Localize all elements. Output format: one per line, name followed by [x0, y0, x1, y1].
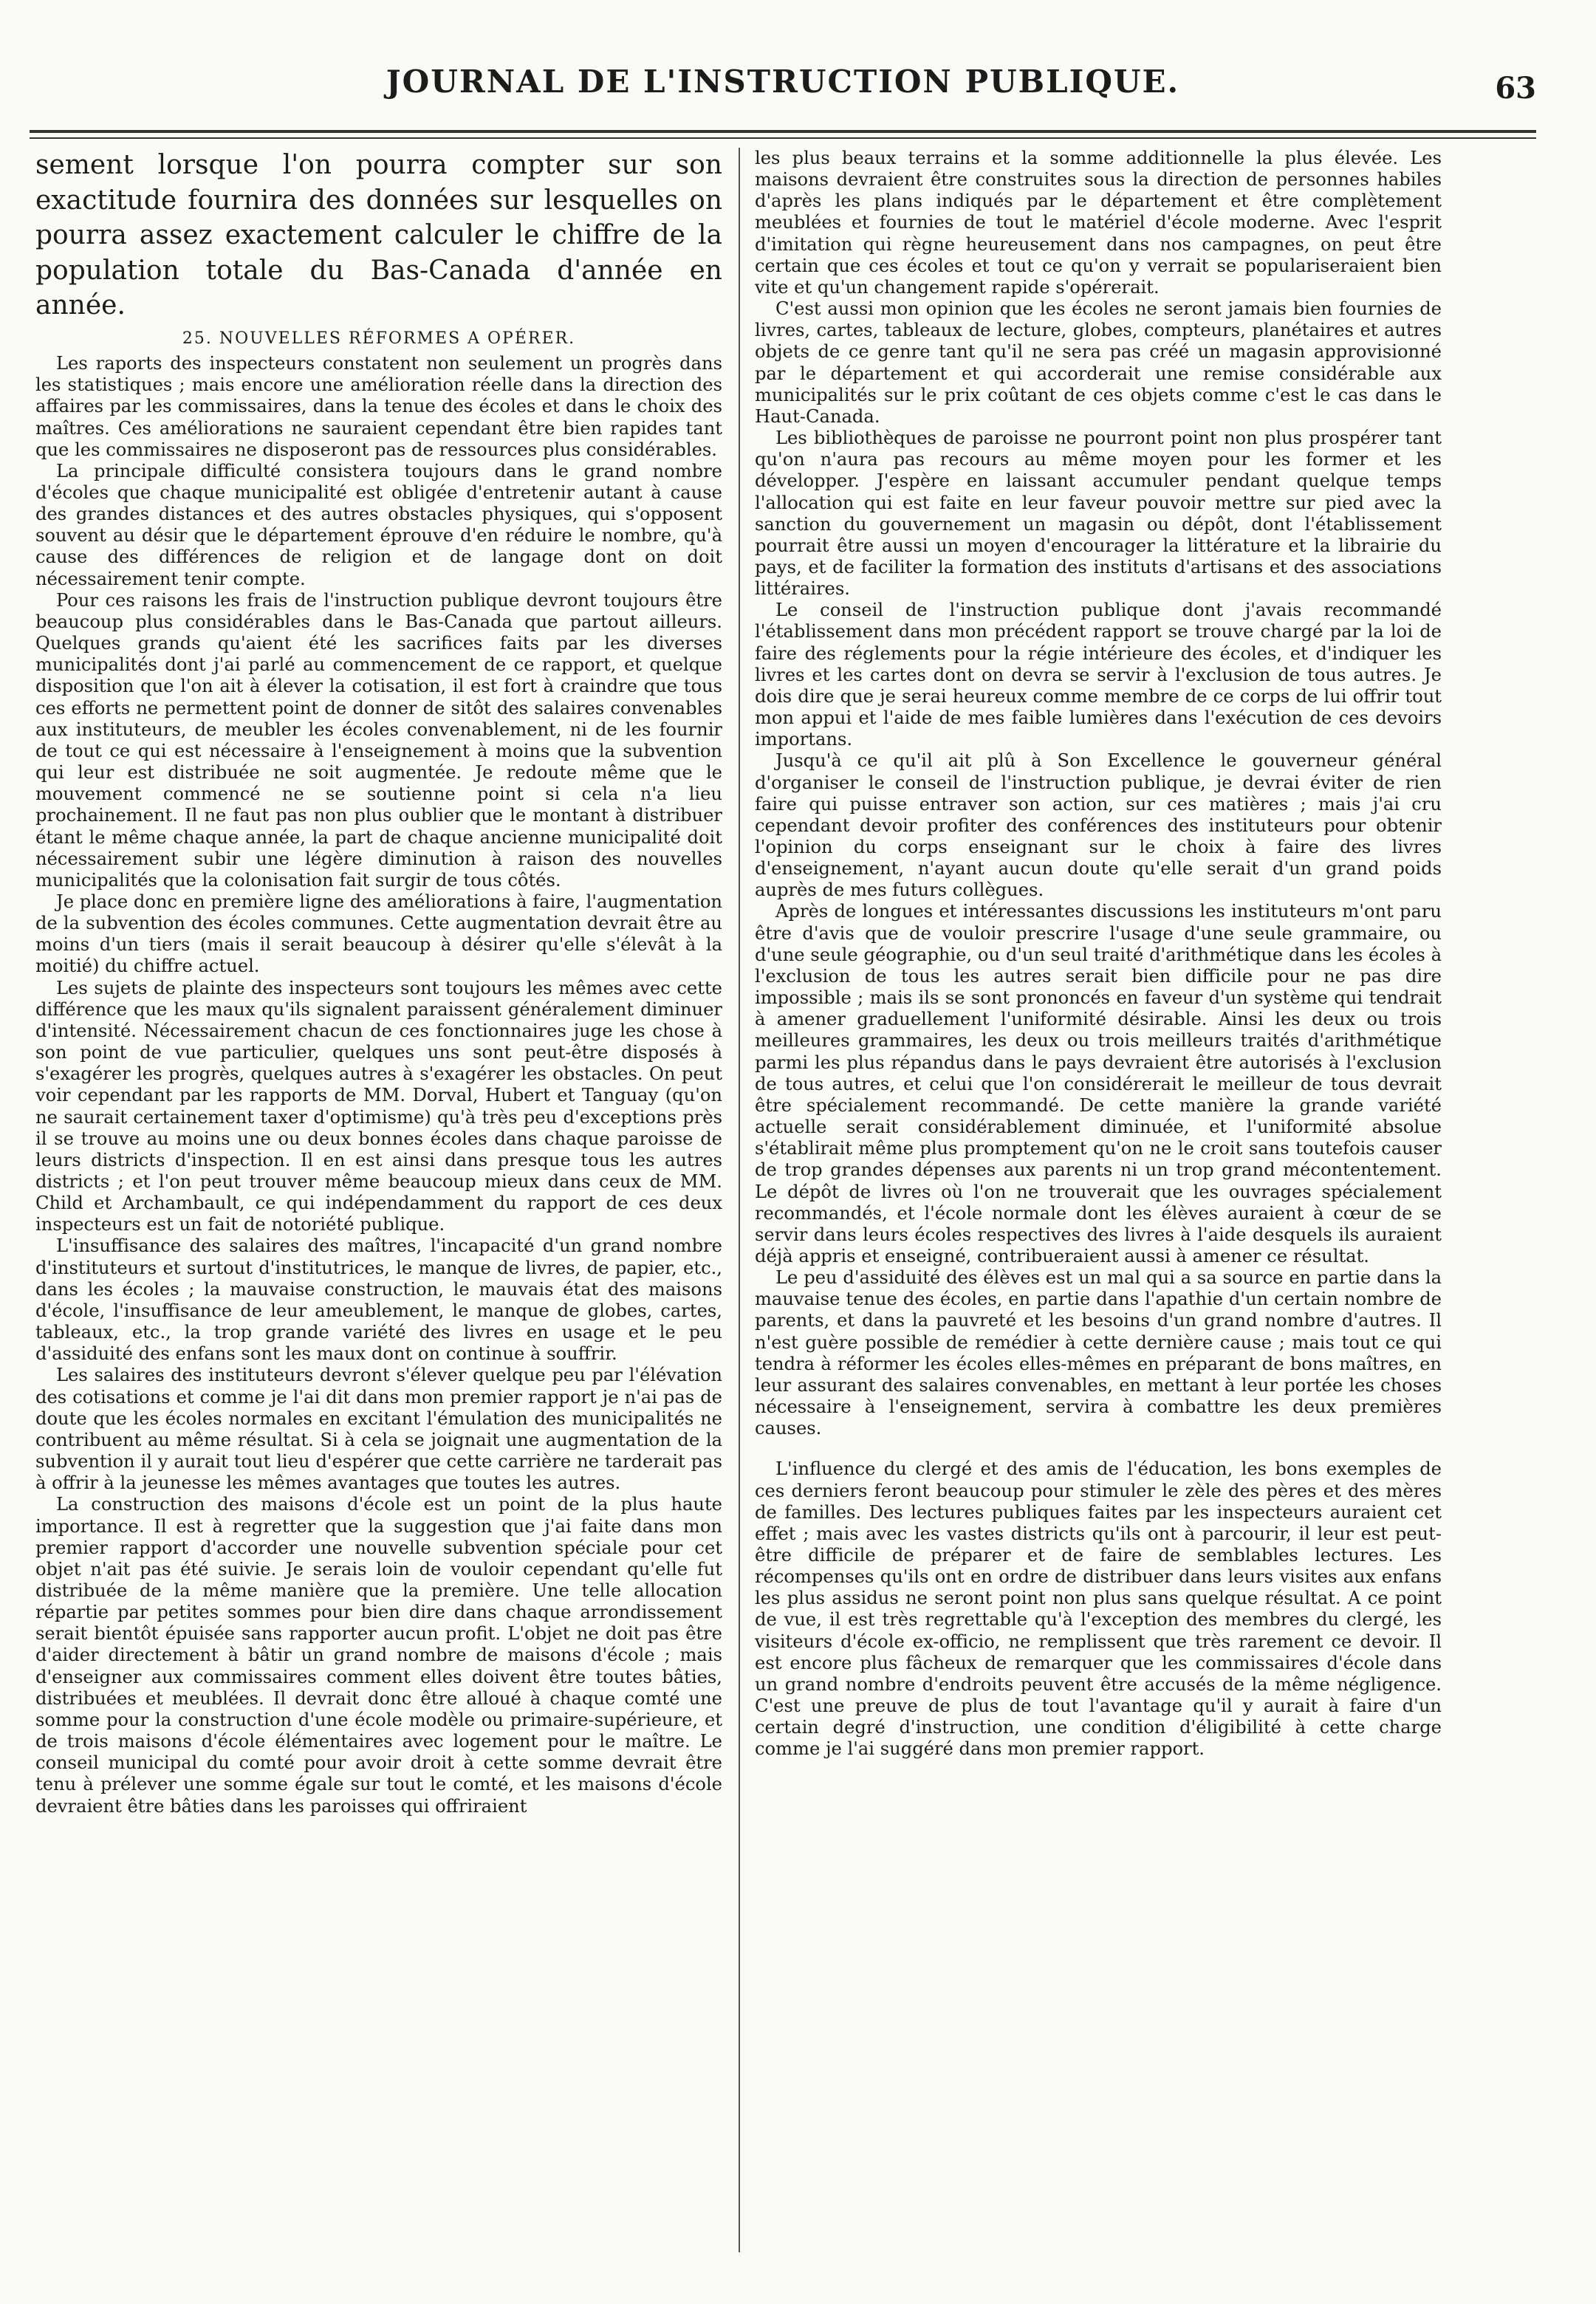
right-paragraph: Les bibliothèques de paroisse ne pourront point non plus prospérer tant qu'on n'aura pas recours au même moyen pour les former et les développer. J'espère en laissant accumuler pendant quelque temps l'allocation qui est faite en leur faveur pouvoir mettre sur pied avec la sanction du gouvernement un magasin ou dépôt, dont l'établissement pourrait être aussi un moyen d'encourager la littérature et la librairie du pays, et de faciliter la formation des instituts d'artisans et des associations littéraires.	[755, 428, 1442, 600]
left-paragraph: Pour ces raisons les frais de l'instruction publique devront toujours être beaucoup plus considérables dans le Bas-Canada que partout ailleurs. Quelques grands qu'aient été les sacrifices faits par les diverses municipalités dont j'ai parlé au commencement de ce rapport, et quelque disposition que l'on ait à élever la cotisation, il est fort à craindre que tous ces efforts ne permettent point de donner de sitôt des salaires convenables aux instituteurs, de meubler les écoles convenablement, ni de les fournir de tout ce qui est nécessaire à l'enseignement à moins que la subvention qui leur est distribuée ne soit augmentée. Je redoute même que le mouvement commencé ne se soutienne point si cela n'a lieu prochainement. Il ne faut pas non plus oublier que le montant à distribuer étant le même chaque année, la part de chaque ancienne municipalité doit nécessairement subir une légère diminution à raison des nouvelles municipalités que la colonisation fait surgir de tous côtés.	[35, 589, 722, 891]
right-column	[755, 148, 1442, 2252]
header-rule-thick	[30, 130, 1536, 133]
left-lead-paragraph: sement lorsque l'on pourra compter sur son exactitude fournira des données sur lesquelles on pourra assez exactement calculer le chiffre de la population totale du Bas-Canada d'année en année.	[35, 150, 722, 321]
left-paragraph: La principale difficulté consistera toujours dans le grand nombre d'écoles que chaque municipalité est obligée d'entretenir autant à cause des grandes distances et des autres obstacles physiques, qui s'opposent souvent au désir que le département éprouve d'en réduire le nombre, qu'à cause des différences de religion et de langage dont on doit nécessairement tenir compte.	[35, 460, 722, 589]
left-paragraph: Je place donc en première ligne des améliorations à faire, l'augmentation de la subvention des écoles communes. Cette augmentation devrait être au moins d'un tiers (mais il serait beaucoup à désirer qu'elle s'élevât à la moitié) du chiffre actuel.	[35, 891, 722, 977]
right-paragraph: les plus beaux terrains et la somme additionnelle la plus élevée. Les maisons devraient être construites sous la direction de personnes habiles d'après les plans indiqués par le département et être complètement meublées et fournies de tout le matériel d'école moderne. Avec l'esprit d'imitation qui règne heureusement dans nos campagnes, on peut être certain que ces écoles et tout ce qu'on y verrait se populariseraient bien vite et qu'un changement rapide s'opérerait.	[755, 148, 1442, 298]
column-divider	[739, 148, 740, 2252]
left-paragraph: La construction des maisons d'école est un point de la plus haute importance. Il est à regretter que la suggestion que j'ai faite dans mon premier rapport d'accorder une nouvelle subvention spéciale pour cet objet n'ait pas été suivie. Je serais loin de vouloir cependant qu'elle fut distribuée de la même manière que la première. Une telle allocation répartie par petites sommes pour bien dire dans chaque arrondissement serait bientôt épuisée sans rapporter aucun profit. L'objet ne doit pas être d'aider directement à bâtir un grand nombre de maisons d'école ; mais d'enseigner aux commissaires comment elles doivent être toutes bâties, distribuées et meublées. Il devrait donc être alloué à chaque comté une somme pour la construction d'une école modèle ou primaire-supérieure, et de trois maisons d'école élémentaires avec logement pour le maître. Le conseil municipal du comté pour avoir droit à cette somme devrait être tenu à prélever une somme égale sur tout le comté, et les maisons d'école devraient être bâties dans les paroisses qui offriraient	[35, 1494, 722, 1817]
page-number: 63	[1495, 71, 1536, 106]
right-paragraph: Le conseil de l'instruction publique dont j'avais recommandé l'établissement dans mon précédent rapport se trouve chargé par la loi de faire des réglements pour la régie intérieure des écoles, et d'indiquer les livres et les cartes dont on devra se servir à l'exclusion de tous autres. Je dois dire que je serai heureux comme membre de ce corps de lui offrir tout mon appui et l'aide de mes faible lumières dans l'exécution de ces devoirs importans.	[755, 600, 1442, 750]
header-rule-thin	[30, 137, 1536, 139]
left-column	[35, 148, 722, 2252]
right-paragraph: C'est aussi mon opinion que les écoles ne seront jamais bien fournies de livres, cartes, tableaux de lecture, globes, compteurs, planétaires et autres objets de ce genre tant qu'il ne sera pas créé un magasin approvisionné par le département et qui accorderait une remise considérable aux municipalités sur le prix coûtant de ces objets comme c'est le cas dans le Haut-Canada.	[755, 298, 1442, 427]
right-paragraph: Le peu d'assiduité des élèves est un mal qui a sa source en partie dans la mauvaise tenue des écoles, en partie dans l'apathie d'un certain nombre de parents, et dans la pauvreté et les besoins d'un grand nombre d'autres. Il n'est guère possible de remédier à cette dernière cause ; mais tout ce qui tendra à réformer les écoles elles-mêmes en préparant de bons maîtres, en leur assurant des salaires convenables, en mettant à leur portée les choses nécessaire à l'enseignement, servira à combattre les deux premières causes.	[755, 1267, 1442, 1439]
right-paragraph: L'influence du clergé et des amis de l'éducation, les bons exemples de ces derniers feront beaucoup pour stimuler le zèle des pères et des mères de familles. Des lectures publiques faites par les inspecteurs auraient cet effet ; mais avec les vastes districts qu'ils ont à parcourir, il leur est peut-être difficile de préparer et de faire de semblables lectures. Les récompenses qu'ils ont en ordre de distribuer dans leurs visites aux enfans les plus assidus ne seront point non plus sans quelque résultat. A ce point de vue, il est très regrettable qu'à l'exception des membres du clergé, les visiteurs d'école ex-officio, ne remplissent que très rarement ce devoir. Il est encore plus fâcheux de remarquer que les commissaires d'école dans un grand nombre d'endroits peuvent être accusés de la même négligence. C'est une preuve de plus de tout l'avantage qu'il y aurait à faire d'un certain degré d'instruction, une condition d'éligibilité à cette charge comme je l'ai suggéré dans mon premier rapport.	[755, 1458, 1442, 1760]
journal-title: JOURNAL DE L'INSTRUCTION PUBLIQUE.	[386, 64, 1180, 100]
left-paragraph: Les salaires des instituteurs devront s'élever quelque peu par l'élévation des cotisations et comme je l'ai dit dans mon premier rapport je n'ai pas de doute que les écoles normales en excitant l'émulation des municipalités ne contribuent au même résultat. Si à cela se joignait une augmentation de la subvention il y aurait tout lieu d'espérer que cette carrière ne tarderait pas à offrir à la jeunesse les mêmes avantages que toutes les autres.	[35, 1365, 722, 1494]
section-heading: 25. NOUVELLES RÉFORMES A OPÉRER.	[182, 329, 576, 348]
left-paragraph: Les sujets de plainte des inspecteurs sont toujours les mêmes avec cette différence que les maux qu'ils signalent paraissent généralement diminuer d'intensité. Nécessairement chacun de ces fonctionnaires juge les chose à son point de vue particulier, quelques uns sont peut-être disposés à s'exagérer les progrès, quelques autres à s'exagérer les obstacles. On peut voir cependant par les rapports de MM. Dorval, Hubert et Tanguay (qu'on ne saurait certainement taxer d'optimisme) qu'à très peu d'exceptions près il se trouve au moins une ou deux bonnes écoles dans chaque paroisse de leurs districts d'inspection. Il en est ainsi dans presque tous les autres districts ; et l'on peut trouver même beaucoup mieux dans ceux de MM. Child et Archambault, ce qui indépendamment du rapport de ces deux inspecteurs est un fait de notoriété publique.	[35, 977, 722, 1235]
left-paragraph: L'insuffisance des salaires des maîtres, l'incapacité d'un grand nombre d'instituteurs et surtout d'institutrices, le manque de livres, de papier, etc., dans les écoles ; la mauvaise construction, le mauvais état des maisons d'école, l'insuffisance de leur ameublement, le manque de globes, cartes, tableaux, etc., la trop grande variété des livres en usage et le peu d'assiduité des enfans sont les maux dont on continue à souffrir.	[35, 1235, 722, 1365]
right-paragraph: Après de longues et intéressantes discussions les instituteurs m'ont paru être d'avis que de vouloir prescrire l'usage d'une seule grammaire, ou d'une seule géographie, ou d'un seul traité d'arithmétique dans les écoles à l'exclusion de tous les autres serait bien difficile pour ne pas dire impossible ; mais ils se sont prononcés en faveur d'un système qui tendrait à amener graduellement l'uniformité désirable. Ainsi les deux ou trois meilleures grammaires, les deux ou trois meilleurs traités d'arithmétique parmi les plus répandus dans le pays devraient être autorisés à l'exclusion de tous autres, et celui que l'on considérerait le meilleur de tous devrait être spécialement recommandé. De cette manière la grande variété actuelle serait considérablement diminuée, et l'uniformité absolue s'établirait même plus promptement qu'on ne le croit sans toutefois causer de trop grandes dépenses aux parents ni un trop grand mécontentement. Le dépôt de livres où l'on ne trouverait que les ouvrages spécialement recommandés, et l'école normale dont les élèves auraient à cœur de se servir dans leurs écoles respectives des livres à l'aide desquels ils auraient déjà appris et enseigné, contribueraient aussi à amener ce résultat.	[755, 901, 1442, 1266]
right-paragraph: Jusqu'à ce qu'il ait plû à Son Excellence le gouverneur général d'organiser le conseil de l'instruction publique, je devrai éviter de rien faire qui puisse entraver son action, sur ces matières ; mais j'ai cru cependant devoir profiter des conférences des instituteurs pour obtenir l'opinion du corps enseignant sur le choix à faire des livres d'enseignement, n'ayant aucun doute qu'elle serait d'un grand poids auprès de mes futurs collègues.	[755, 750, 1442, 901]
page-header	[30, 64, 1536, 123]
left-paragraph: Les raports des inspecteurs constatent non seulement un progrès dans les statistiques ; mais encore une amélioration réelle dans la direction des affaires par les commissaires, dans la tenue des écoles et dans le choix des maîtres. Ces améliorations ne sauraient cependant être bien rapides tant que les commissaires ne disposeront pas de ressources plus considérables.	[35, 353, 722, 460]
